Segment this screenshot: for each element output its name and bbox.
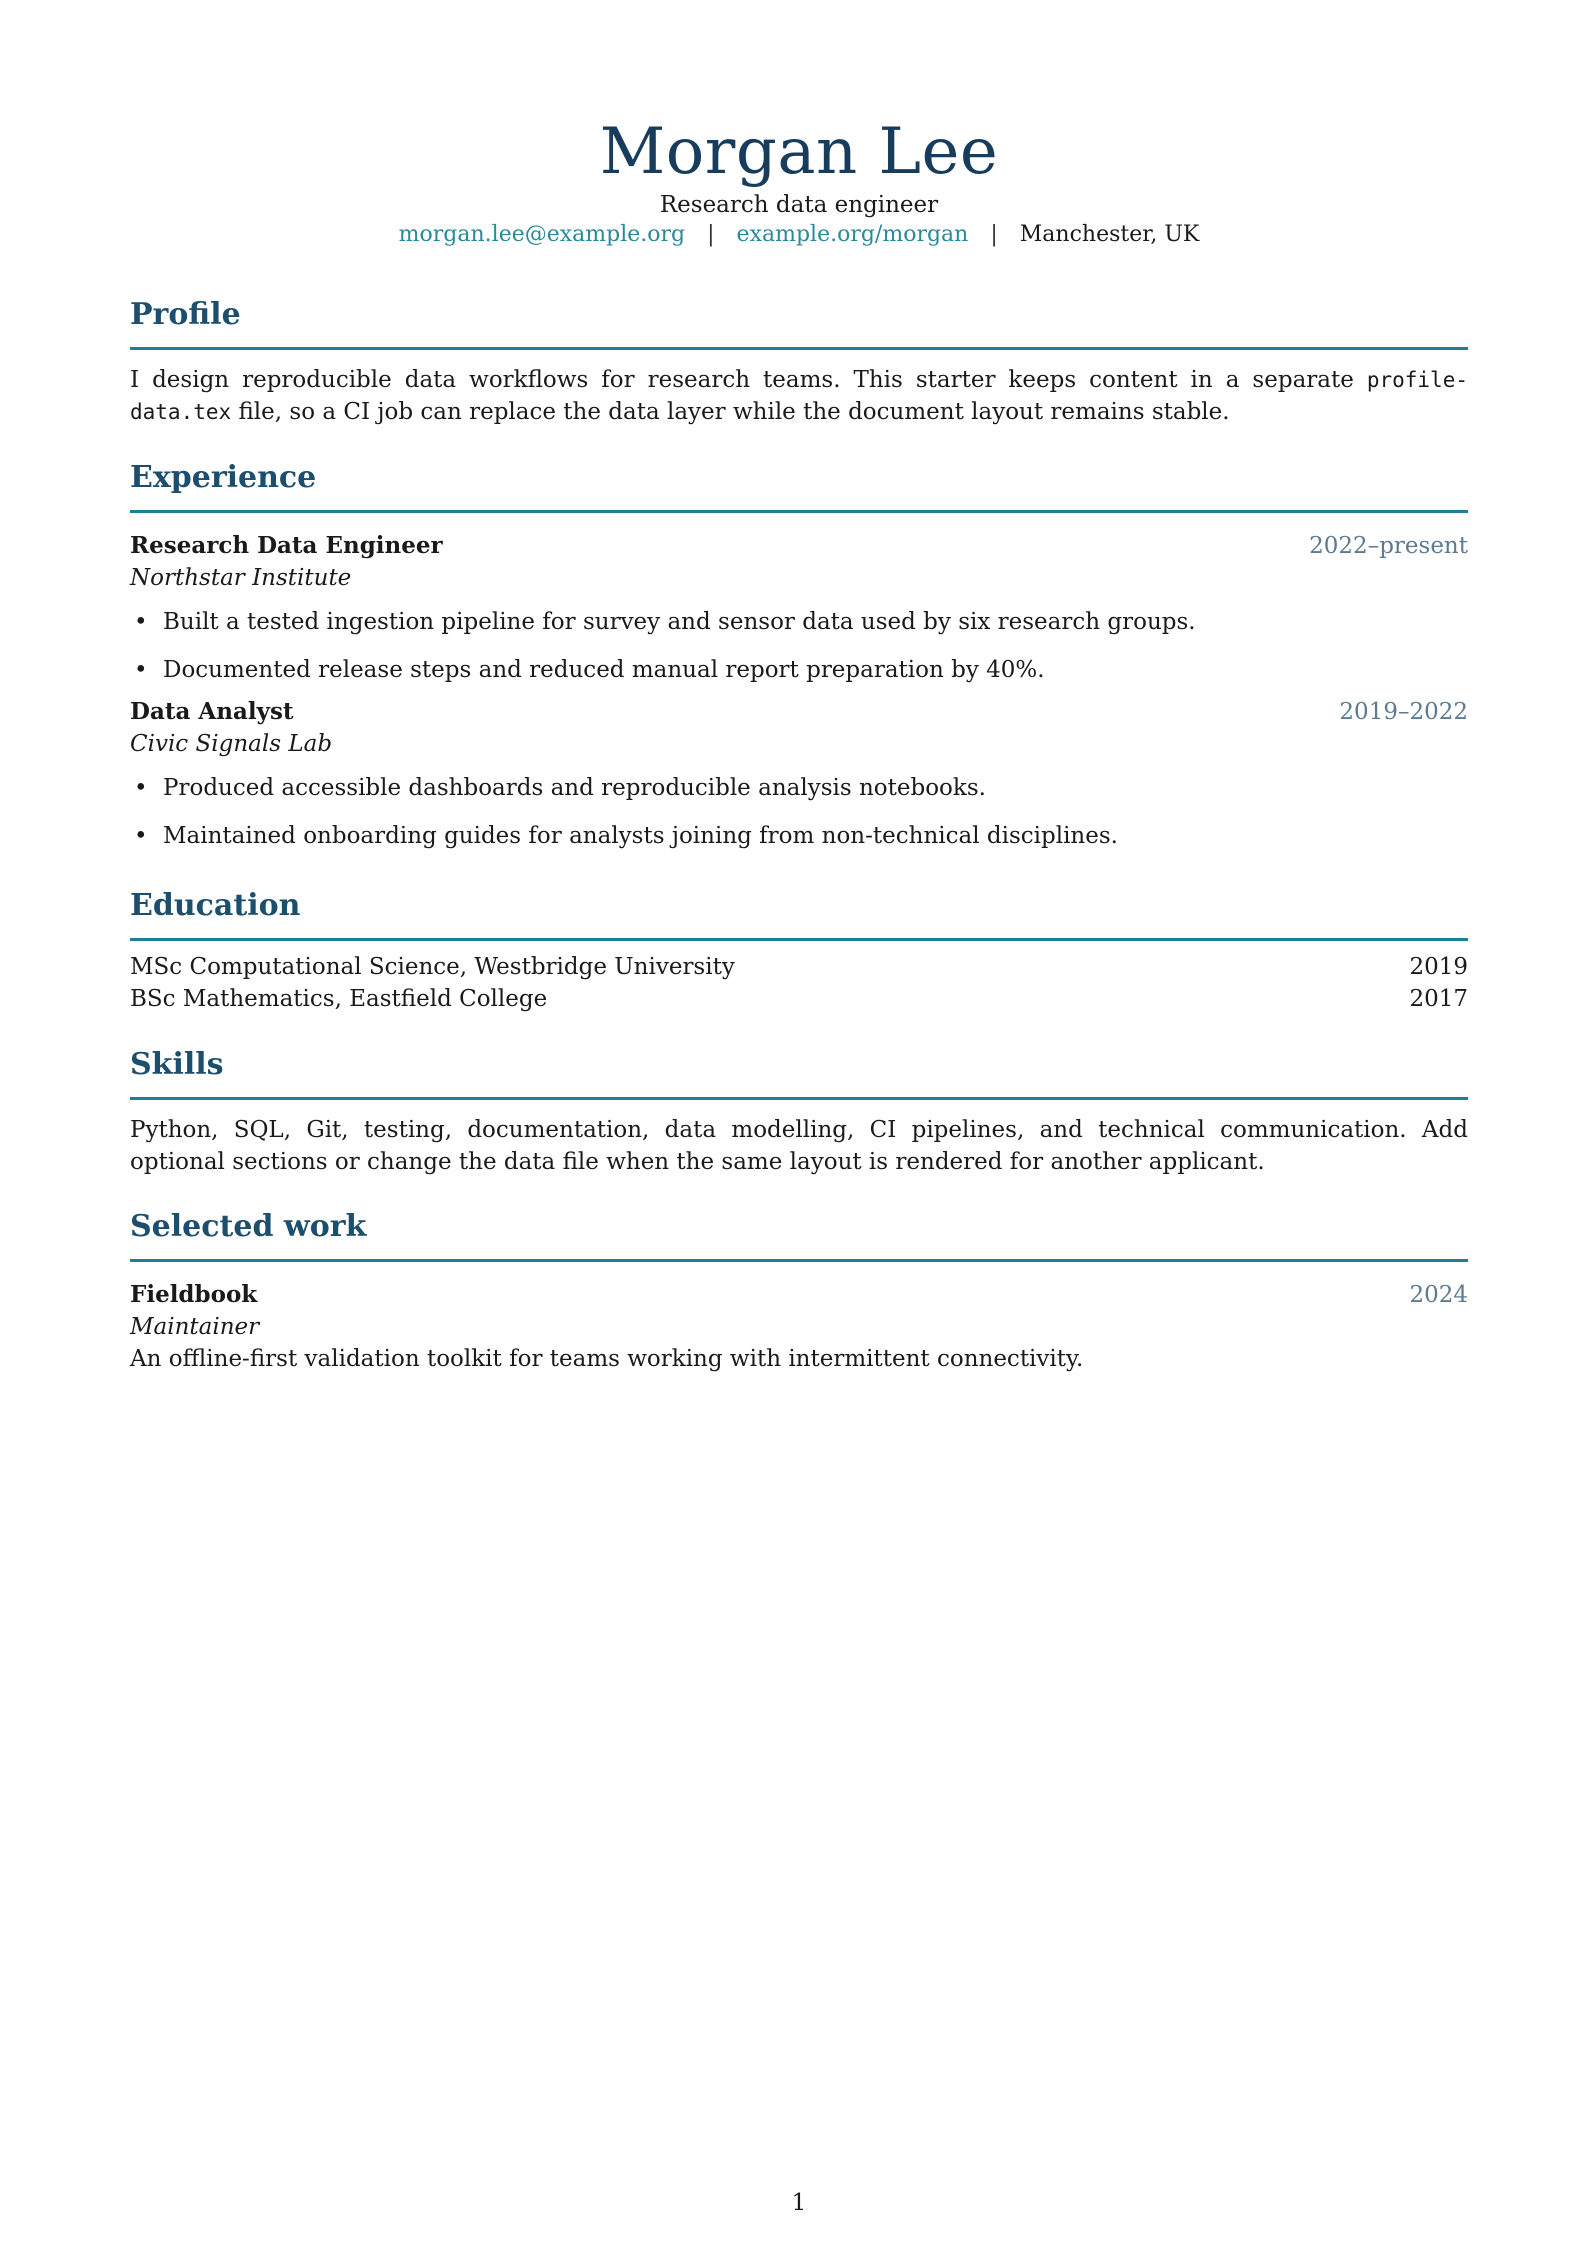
list-item [130, 772, 1468, 804]
job-bullets [130, 606, 1468, 686]
list-item [130, 820, 1468, 852]
work-header [130, 1279, 1468, 1311]
profile-text-part: I design reproducible data workflows for research teams. This starter keeps content in a separate [130, 367, 1367, 393]
contact-separator: | [990, 222, 998, 247]
person-title: Research data engineer [659, 192, 939, 218]
work-entry [130, 1279, 1468, 1375]
section-rule [130, 510, 1468, 513]
job-title: Research Data Engineer [130, 532, 443, 559]
skills-section [130, 1045, 1468, 1178]
education-list [130, 951, 1468, 1015]
cv-page [130, 0, 1468, 2245]
bullet-icon: • [134, 657, 148, 683]
selected-work-section [130, 1207, 1468, 1375]
skills-text: Python, SQL, Git, testing, documentation, data modelling, CI pipelines, and technical communication. Add optional sections or change the data file when the same layout is rendered for another applicant. [130, 1117, 1468, 1175]
bullet-text: Produced accessible dashboards and reproducible analysis notebooks. [163, 775, 986, 801]
contact-separator: | [707, 222, 715, 247]
work-description: An offline-first validation toolkit for teams working with intermittent connectivity. [130, 1346, 1084, 1372]
profile-text [130, 364, 1468, 428]
bullet-icon: • [134, 609, 148, 635]
section-heading-profile: Profile [130, 297, 241, 332]
degree-year: 2019 [1409, 954, 1468, 980]
degree-text: BSc Mathematics, Eastfield College [130, 986, 548, 1012]
contact-line [130, 220, 1468, 250]
education-row [130, 983, 1468, 1015]
work-title: Fieldbook [130, 1281, 258, 1308]
section-rule [130, 1259, 1468, 1262]
section-heading-skills: Skills [130, 1047, 224, 1082]
degree-text: MSc Computational Science, Westbridge University [130, 954, 735, 980]
job-dates: 2019–2022 [1339, 699, 1468, 725]
education-row [130, 951, 1468, 983]
profile-section [130, 295, 1468, 428]
section-heading-experience: Experience [130, 460, 317, 495]
education-section [130, 886, 1468, 1015]
section-rule [130, 1097, 1468, 1100]
bullet-icon: • [134, 823, 148, 849]
job-title: Data Analyst [130, 698, 294, 725]
job-header [130, 530, 1468, 562]
email-link[interactable]: morgan.lee@example.org [398, 222, 686, 247]
work-role: Maintainer [130, 1314, 260, 1340]
job-organization: Civic Signals Lab [130, 731, 333, 757]
job-header [130, 696, 1468, 728]
bullet-icon: • [134, 775, 148, 801]
website-link[interactable]: example.org/morgan [736, 222, 969, 247]
job-dates: 2022–present [1309, 533, 1468, 559]
job-organization: Northstar Institute [130, 565, 352, 591]
section-heading-education: Education [130, 888, 301, 923]
profile-text-part: file, so a CI job can replace the data layer while the document layout remains stable. [231, 399, 1230, 425]
list-item [130, 606, 1468, 638]
list-item [130, 654, 1468, 686]
section-rule [130, 938, 1468, 941]
job-bullets [130, 772, 1468, 852]
bullet-text: Built a tested ingestion pipeline for survey and sensor data used by six research groups. [163, 609, 1196, 635]
degree-year: 2017 [1409, 986, 1468, 1012]
experience-section [130, 458, 1468, 852]
job-entry [130, 530, 1468, 686]
page-number: 1 [791, 2190, 807, 2216]
location-text: Manchester, UK [1019, 222, 1200, 247]
cv-header [130, 0, 1468, 250]
person-name: Morgan Lee [599, 115, 999, 189]
bullet-text: Documented release steps and reduced manual report preparation by 40%. [163, 657, 1045, 683]
profile-code-filename: profile-data.tex [130, 368, 1468, 424]
job-entry [130, 696, 1468, 852]
section-rule [130, 347, 1468, 350]
section-heading-selected-work: Selected work [130, 1209, 367, 1244]
work-year: 2024 [1409, 1282, 1468, 1308]
bullet-text: Maintained onboarding guides for analysts joining from non-technical disciplines. [163, 823, 1118, 849]
